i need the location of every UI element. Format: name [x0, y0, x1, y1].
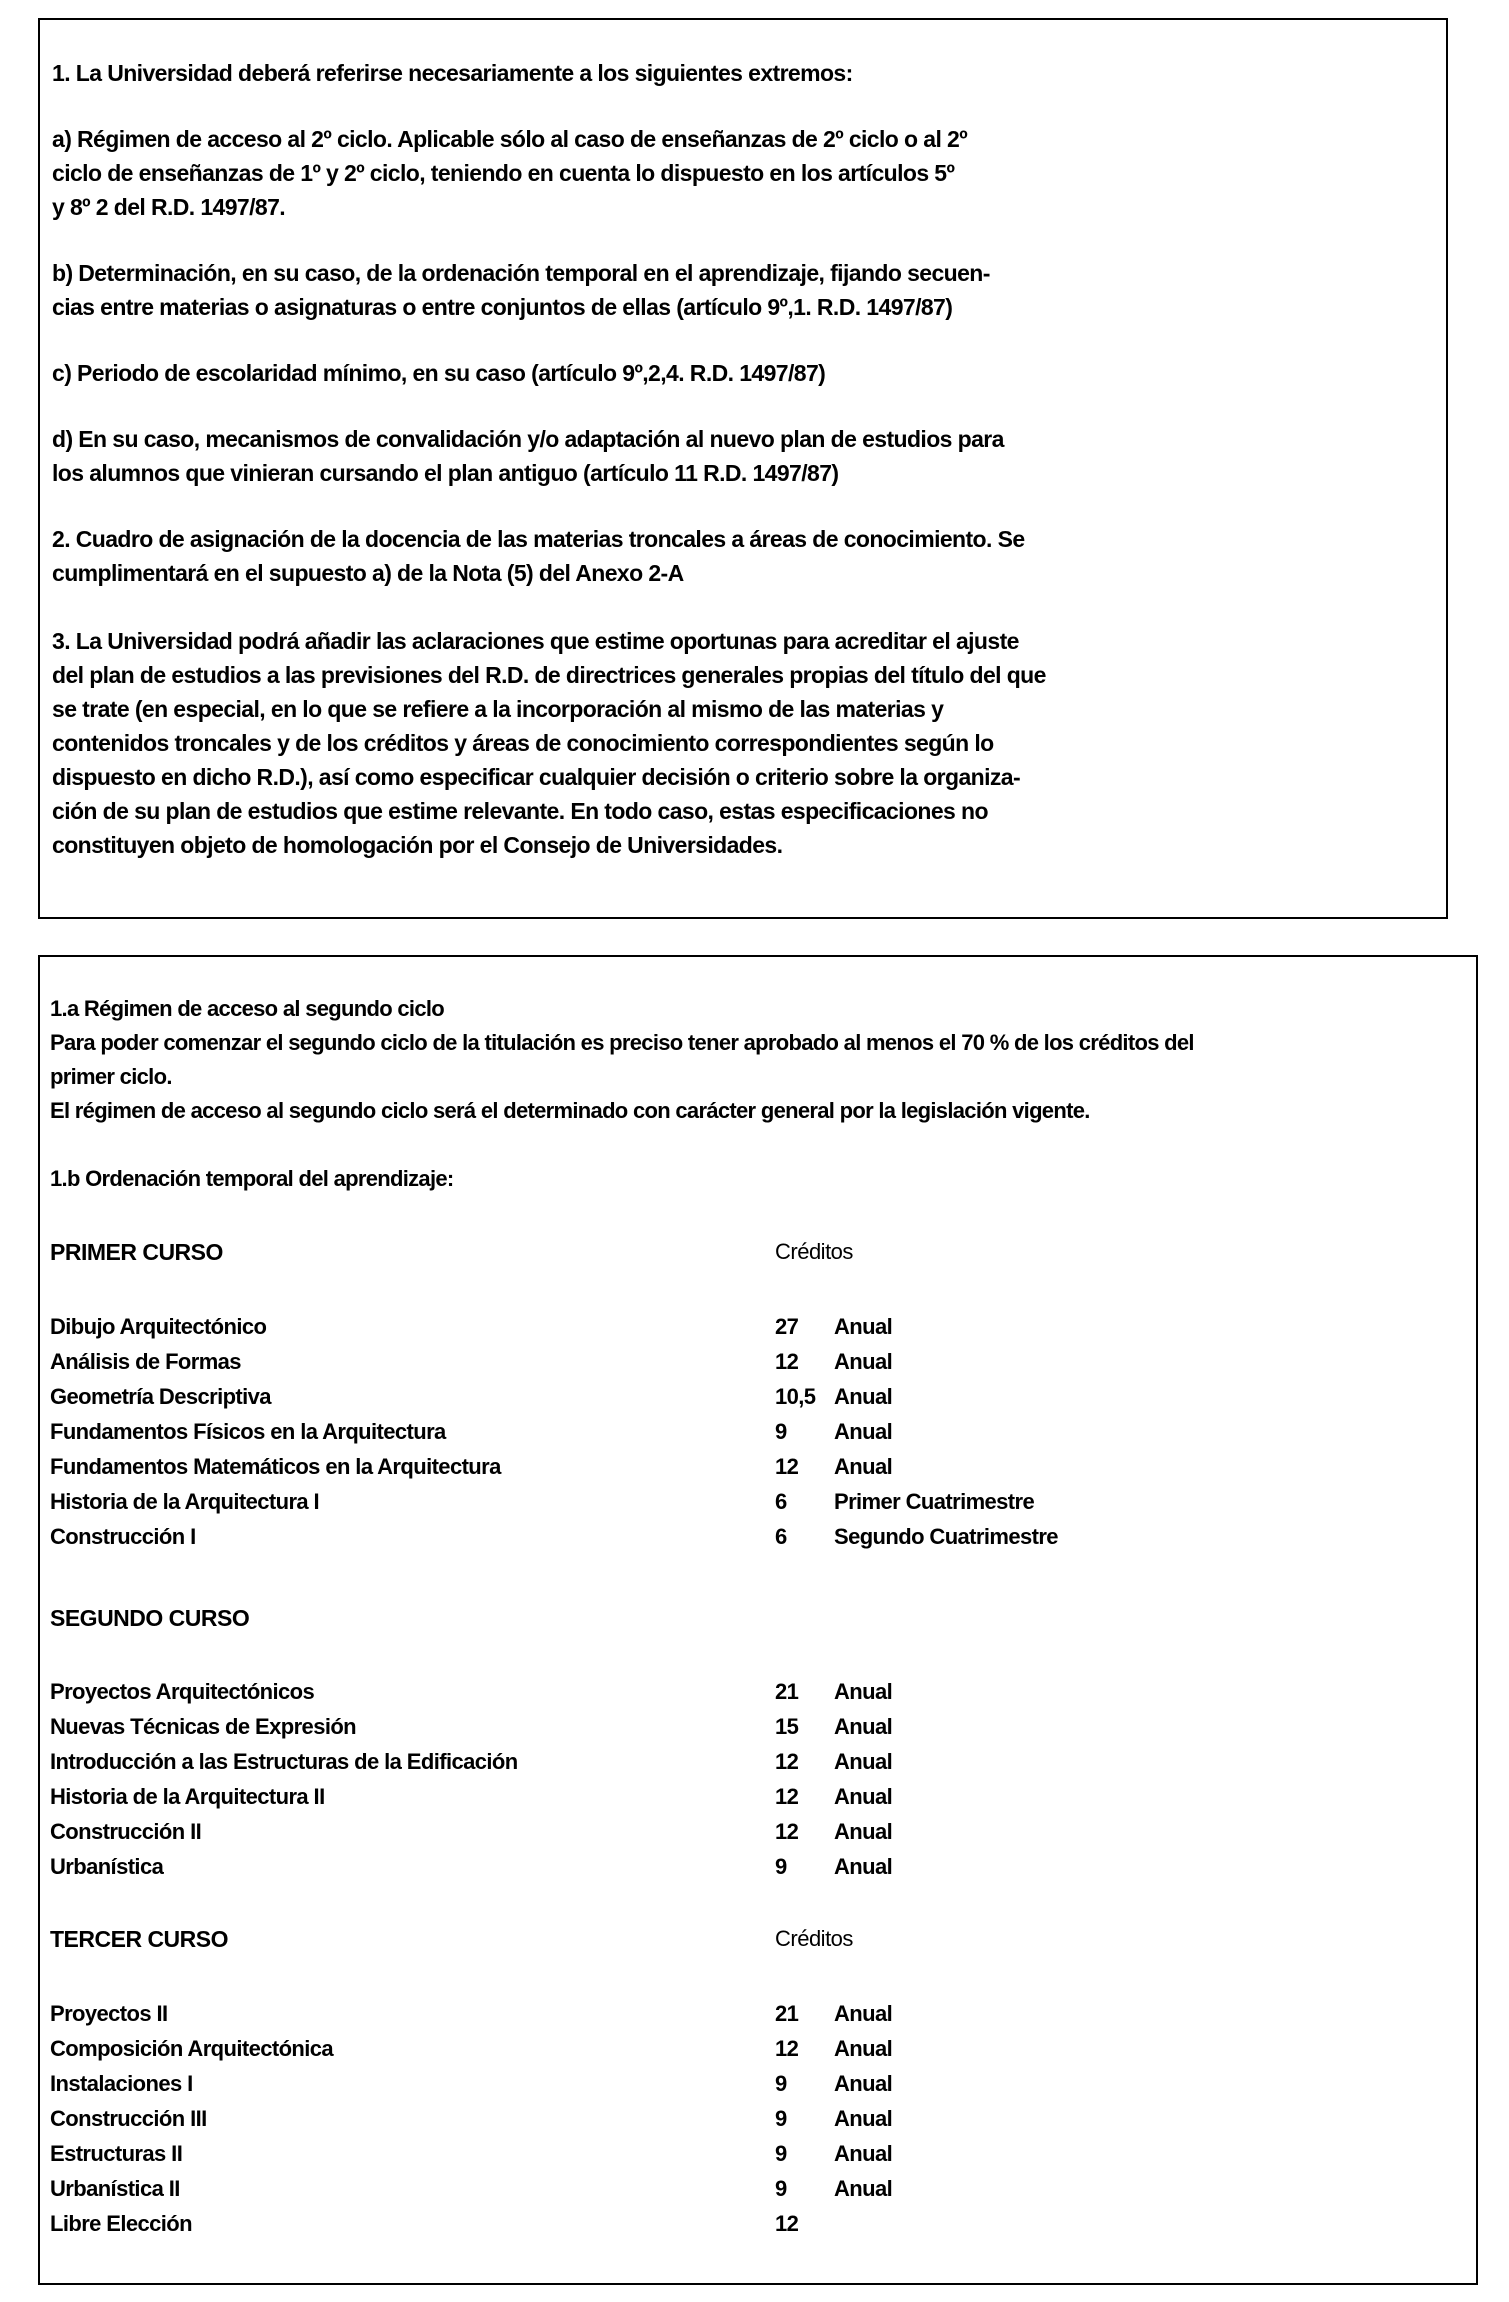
course-row [50, 1414, 1470, 1449]
credits-value: 9 [775, 2176, 787, 2201]
subject-name: Construcción I [50, 1524, 196, 1549]
tercer-curso-title: TERCER CURSO [50, 1926, 229, 1952]
duration-value: Anual [834, 1854, 893, 1879]
duration-value: Anual [834, 1384, 893, 1409]
credits-value: 9 [775, 2106, 787, 2131]
credits-value: 12 [775, 1819, 799, 1844]
access-text-line-3: El régimen de acceso al segundo ciclo será el determinado con carácter general por la legislación vigente. [50, 1098, 1090, 1123]
credits-value: 9 [775, 2141, 787, 2166]
subject-name: Geometría Descriptiva [50, 1384, 271, 1409]
credits-value: 10,5 [775, 1384, 816, 1409]
paragraph-a-line-1: a) Régimen de acceso al 2º ciclo. Aplicable sólo al caso de enseñanzas de 2º ciclo o al 2º [52, 126, 968, 152]
primer-curso-title: PRIMER CURSO [50, 1239, 223, 1265]
course-row [50, 1344, 1470, 1379]
course-row [50, 2066, 1470, 2101]
course-row [50, 1379, 1470, 1414]
credits-value: 12 [775, 1749, 799, 1774]
duration-value: Anual [834, 2141, 893, 2166]
duration-value: Anual [834, 1714, 893, 1739]
course-row [50, 1779, 1470, 1814]
paragraph-b-line-2: cias entre materias o asignaturas o entre conjuntos de ellas (artículo 9º,1. R.D. 1497/87) [52, 294, 953, 320]
subject-name: Historia de la Arquitectura II [50, 1784, 325, 1809]
credits-value: 6 [775, 1489, 787, 1514]
subject-name: Historia de la Arquitectura I [50, 1489, 320, 1514]
primer-creditos-header: Créditos [775, 1239, 853, 1264]
study-plan-box [38, 955, 1478, 2285]
subject-name: Proyectos II [50, 2001, 168, 2026]
course-row [50, 2031, 1470, 2066]
paragraph-3-line-5: dispuesto en dicho R.D.), así como especificar cualquier decisión o criterio sobre la organiza- [52, 764, 1021, 790]
duration-value: Anual [834, 1314, 893, 1339]
paragraph-b-line-1: b) Determinación, en su caso, de la ordenación temporal en el aprendizaje, fijando secuen- [52, 260, 990, 286]
subject-name: Proyectos Arquitectónicos [50, 1679, 315, 1704]
duration-value: Anual [834, 1679, 893, 1704]
credits-value: 12 [775, 2211, 799, 2236]
subject-name: Nuevas Técnicas de Expresión [50, 1714, 357, 1739]
instructions-box [38, 18, 1448, 919]
course-row [50, 1449, 1470, 1484]
subject-name: Análisis de Formas [50, 1349, 241, 1374]
subject-name: Construcción III [50, 2106, 207, 2131]
course-row [50, 1519, 1470, 1554]
subject-name: Dibujo Arquitectónico [50, 1314, 267, 1339]
credits-value: 21 [775, 2001, 799, 2026]
subject-name: Introducción a las Estructuras de la Edificación [50, 1749, 518, 1774]
course-row [50, 1309, 1470, 1344]
credits-value: 9 [775, 1854, 787, 1879]
paragraph-3-line-4: contenidos troncales y de los créditos y áreas de conocimiento correspondientes según lo [52, 730, 994, 756]
credits-value: 12 [775, 1784, 799, 1809]
duration-value: Anual [834, 2036, 893, 2061]
subject-name: Instalaciones I [50, 2071, 193, 2096]
subject-name: Urbanística II [50, 2176, 180, 2201]
access-text-line-2: primer ciclo. [50, 1064, 172, 1089]
duration-value: Anual [834, 1419, 893, 1444]
subject-name: Urbanística [50, 1854, 164, 1879]
subject-name: Construcción II [50, 1819, 202, 1844]
course-row [50, 2206, 1470, 2241]
paragraph-3-line-2: del plan de estudios a las previsiones del R.D. de directrices generales propias del título del que [52, 662, 1046, 688]
paragraph-3-line-6: ción de su plan de estudios que estime relevante. En todo caso, estas especificaciones no [52, 798, 988, 824]
course-row [50, 2136, 1470, 2171]
paragraph-a-line-3: y 8º 2 del R.D. 1497/87. [52, 194, 286, 220]
course-row [50, 1996, 1470, 2031]
paragraph-3-line-7: constituyen objeto de homologación por el Consejo de Universidades. [52, 832, 783, 858]
heading-ordering: 1.b Ordenación temporal del aprendizaje: [50, 1166, 454, 1191]
credits-value: 6 [775, 1524, 787, 1549]
duration-value: Anual [834, 1749, 893, 1774]
credits-value: 12 [775, 2036, 799, 2061]
subject-name: Fundamentos Físicos en la Arquitectura [50, 1419, 446, 1444]
credits-value: 27 [775, 1314, 799, 1339]
duration-value: Anual [834, 1819, 893, 1844]
course-row [50, 1744, 1470, 1779]
duration-value: Anual [834, 2176, 893, 2201]
course-row [50, 1849, 1470, 1884]
paragraph-3-line-1: 3. La Universidad podrá añadir las aclaraciones que estime oportunas para acreditar el ajuste [52, 628, 1019, 654]
course-row [50, 1709, 1470, 1744]
tercer-creditos-header: Créditos [775, 1926, 853, 1951]
subject-name: Composición Arquitectónica [50, 2036, 334, 2061]
credits-value: 9 [775, 1419, 787, 1444]
duration-value: Primer Cuatrimestre [834, 1489, 1035, 1514]
credits-value: 12 [775, 1454, 799, 1479]
course-row [50, 2171, 1470, 2206]
subject-name: Estructuras II [50, 2141, 183, 2166]
duration-value: Anual [834, 2071, 893, 2096]
course-row [50, 2101, 1470, 2136]
subject-name: Fundamentos Matemáticos en la Arquitectura [50, 1454, 501, 1479]
paragraph-a-line-2: ciclo de enseñanzas de 1º y 2º ciclo, teniendo en cuenta lo dispuesto en los artículos 5º [52, 160, 955, 186]
course-row [50, 1674, 1470, 1709]
duration-value: Anual [834, 1349, 893, 1374]
credits-value: 9 [775, 2071, 787, 2096]
paragraph-d-line-2: los alumnos que vinieran cursando el plan antiguo (artículo 11 R.D. 1497/87) [52, 460, 839, 486]
duration-value: Anual [834, 1784, 893, 1809]
duration-value: Anual [834, 2106, 893, 2131]
paragraph-c: c) Periodo de escolaridad mínimo, en su caso (artículo 9º,2,4. R.D. 1497/87) [52, 360, 826, 386]
paragraph-1: 1. La Universidad deberá referirse necesariamente a los siguientes extremos: [52, 60, 853, 86]
course-row [50, 1484, 1470, 1519]
paragraph-3-line-3: se trate (en especial, en lo que se refiere a la incorporación al mismo de las materias y [52, 696, 944, 722]
paragraph-2-line-2: cumplimentará en el supuesto a) de la Nota (5) del Anexo 2-A [52, 560, 684, 586]
credits-value: 12 [775, 1349, 799, 1374]
duration-value: Anual [834, 1454, 893, 1479]
subject-name: Libre Elección [50, 2211, 192, 2236]
paragraph-d-line-1: d) En su caso, mecanismos de convalidación y/o adaptación al nuevo plan de estudios para [52, 426, 1004, 452]
paragraph-2-line-1: 2. Cuadro de asignación de la docencia de las materias troncales a áreas de conocimiento. Se [52, 526, 1025, 552]
duration-value: Segundo Cuatrimestre [834, 1524, 1058, 1549]
segundo-curso-title: SEGUNDO CURSO [50, 1605, 250, 1631]
access-text-line-1: Para poder comenzar el segundo ciclo de la titulación es preciso tener aprobado al menos el 70 % de los créditos del [50, 1030, 1194, 1055]
heading-access: 1.a Régimen de acceso al segundo ciclo [50, 996, 444, 1021]
duration-value: Anual [834, 2001, 893, 2026]
credits-value: 15 [775, 1714, 799, 1739]
credits-value: 21 [775, 1679, 799, 1704]
course-row [50, 1814, 1470, 1849]
